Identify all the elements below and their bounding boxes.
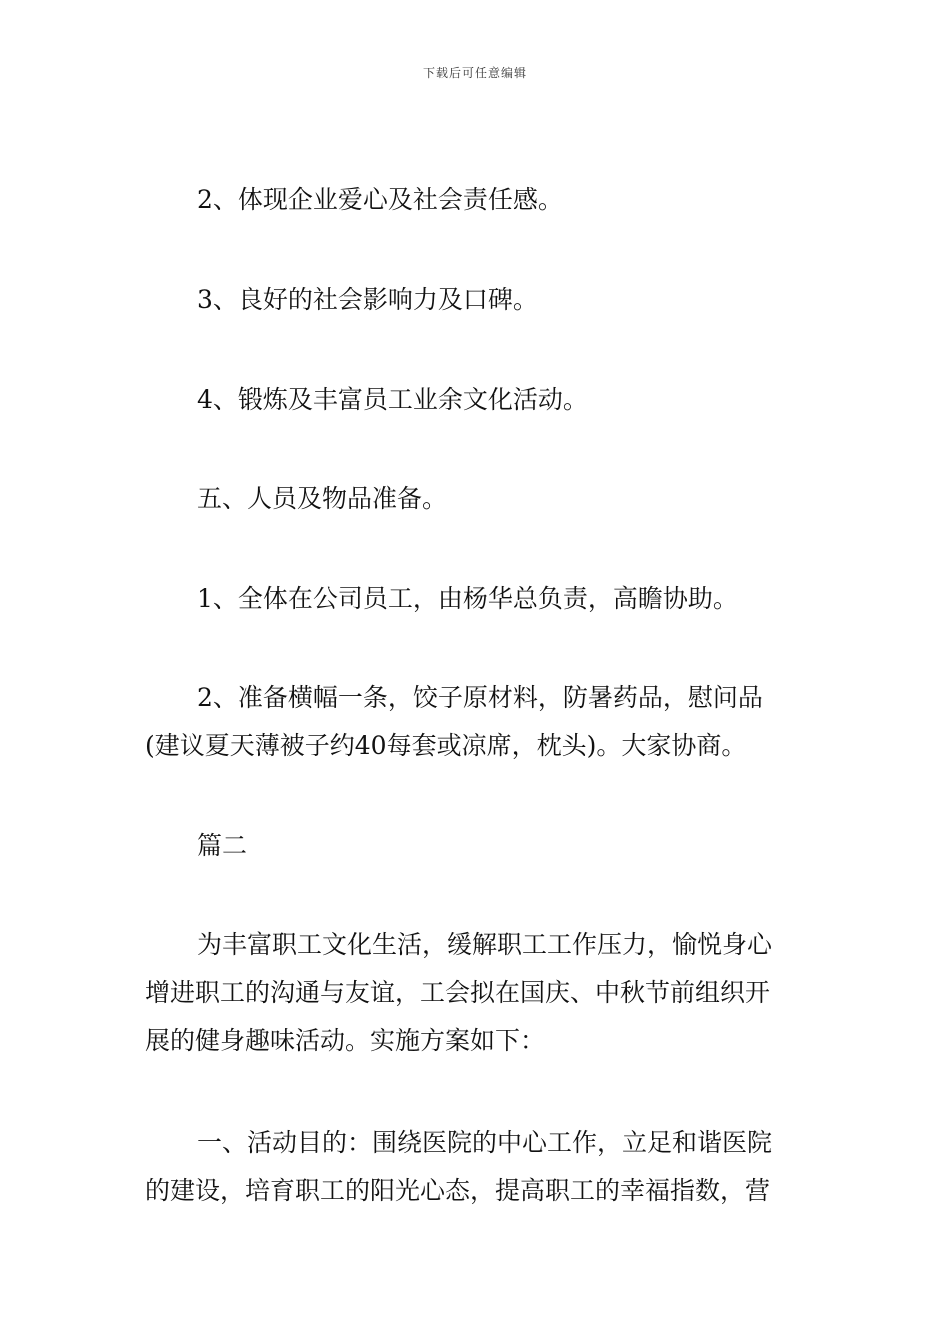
paragraph-item-3: [145, 276, 810, 324]
paragraph-staff: [145, 575, 810, 623]
paragraph-line: 篇二: [197, 831, 248, 860]
paragraph-line: 的建设，培育职工的阳光心态，提高职工的幸福指数，营: [145, 1176, 771, 1205]
section-title-part-two: [145, 822, 810, 870]
paragraph-intro: [145, 921, 810, 1065]
paragraph-line: 2、准备横幅一条，饺子原材料，防暑药品，慰问品: [197, 683, 763, 712]
paragraph-purpose: [145, 1119, 810, 1215]
paragraph-materials: [145, 674, 810, 770]
paragraph-item-2: [145, 176, 810, 224]
paragraph-line: 1、全体在公司员工，由杨华总负责，高瞻协助。: [197, 584, 738, 613]
paragraph-line: 增进职工的沟通与友谊，工会拟在国庆、中秋节前组织开: [145, 978, 771, 1007]
page-header: 下载后可任意编辑: [422, 66, 527, 80]
section-heading-five: [145, 475, 810, 523]
paragraph-line: 3、良好的社会影响力及口碑。: [197, 285, 538, 314]
paragraph-line: (建议夏天薄被子约40每套或凉席，枕头)。大家协商。: [145, 731, 747, 760]
paragraph-line: 五、人员及物品准备。: [197, 484, 448, 513]
paragraph-line: 4、锻炼及丰富员工业余文化活动。: [197, 385, 588, 414]
paragraph-line: 为丰富职工文化生活，缓解职工工作压力，愉悦身心: [197, 930, 773, 959]
paragraph-line: 一、活动目的：围绕医院的中心工作，立足和谐医院: [197, 1128, 773, 1157]
paragraph-item-4: [145, 376, 810, 424]
paragraph-line: 展的健身趣味活动。实施方案如下：: [145, 1026, 546, 1055]
paragraph-line: 2、体现企业爱心及社会责任感。: [197, 185, 563, 214]
